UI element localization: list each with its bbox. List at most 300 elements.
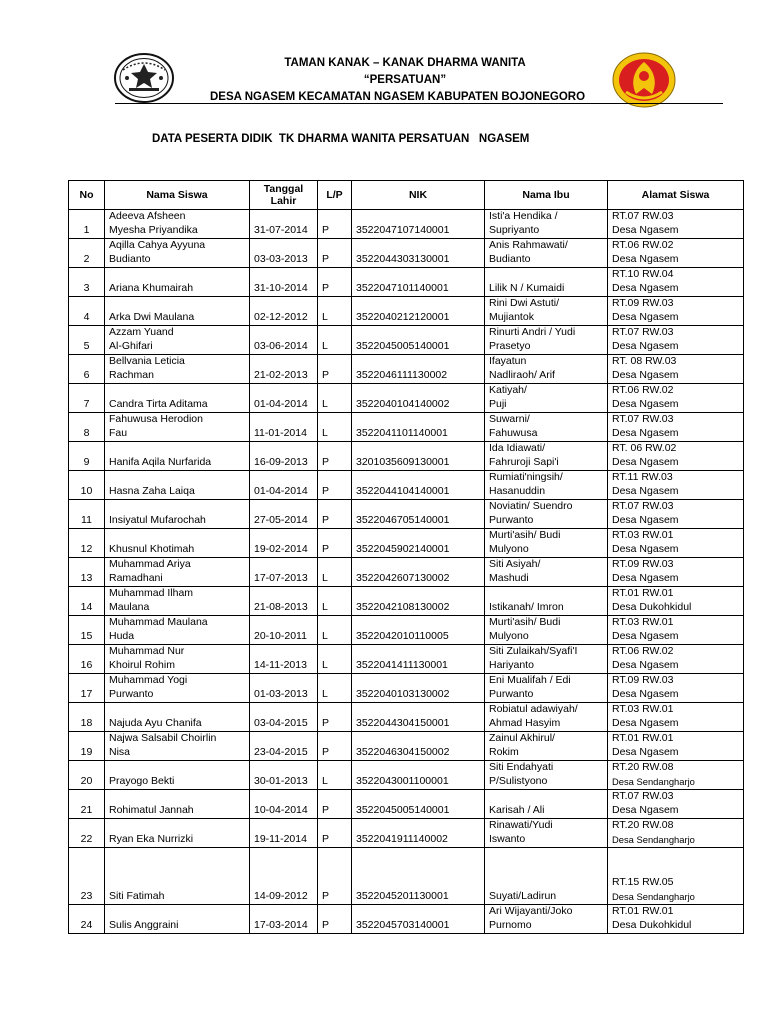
cell-nama-siswa xyxy=(105,761,250,790)
cell-nik: 3201035609130001 xyxy=(352,442,485,471)
cell-tanggal-lahir: 01-03-2013 xyxy=(250,674,318,703)
cell-no: 15 xyxy=(69,616,105,645)
cell-nama-siswa-line: Maulana xyxy=(109,600,150,613)
cell-nama-ibu xyxy=(485,848,608,905)
cell-alamat-siswa-line: Desa Ngasem xyxy=(612,455,679,468)
table-row xyxy=(69,297,744,326)
cell-nama-ibu-line: Istikanah/ Imron xyxy=(489,600,564,613)
cell-tanggal-lahir: 19-02-2014 xyxy=(250,529,318,558)
cell-tanggal-lahir: 21-02-2013 xyxy=(250,355,318,384)
table-row xyxy=(69,355,744,384)
cell-nama-siswa-line: Hasna Zaha Laiqa xyxy=(109,484,195,497)
cell-alamat-siswa-line: RT.09 RW.03 xyxy=(612,297,674,309)
cell-nama-siswa-line: Khusnul Khotimah xyxy=(109,542,195,555)
cell-alamat-siswa-line: Desa Ngasem xyxy=(612,281,679,294)
cell-nama-ibu xyxy=(485,645,608,674)
cell-alamat-siswa-line: Desa Ngasem xyxy=(612,716,679,729)
cell-nik: 3522043001100001 xyxy=(352,761,485,790)
cell-nama-siswa-line: Candra Tirta Aditama xyxy=(109,397,208,410)
cell-alamat-siswa-line: RT.03 RW.01 xyxy=(612,703,674,715)
cell-no: 12 xyxy=(69,529,105,558)
cell-alamat-siswa-line: RT.09 RW.03 xyxy=(612,558,674,570)
cell-no: 13 xyxy=(69,558,105,587)
cell-nik: 3522040212120001 xyxy=(352,297,485,326)
cell-nama-ibu-line: Siti Asiyah/ xyxy=(489,558,541,570)
cell-nama-siswa-line: Fau xyxy=(109,426,128,439)
cell-nama-ibu xyxy=(485,703,608,732)
cell-nik: 3522044104140001 xyxy=(352,471,485,500)
cell-alamat-siswa xyxy=(608,819,744,848)
cell-alamat-siswa xyxy=(608,529,744,558)
cell-lp: P xyxy=(318,703,352,732)
cell-alamat-siswa-line: Desa Ngasem xyxy=(612,426,679,439)
cell-nik: 3522041411130001 xyxy=(352,645,485,674)
cell-alamat-siswa-line: Desa Ngasem xyxy=(612,542,679,555)
cell-nama-siswa-line: Muhammad Ariya xyxy=(109,558,191,570)
cell-tanggal-lahir: 14-09-2012 xyxy=(250,848,318,905)
cell-no: 14 xyxy=(69,587,105,616)
cell-lp: P xyxy=(318,819,352,848)
table-body xyxy=(69,210,744,934)
cell-lp: L xyxy=(318,587,352,616)
cell-nik: 3522042108130002 xyxy=(352,587,485,616)
dharma-wanita-emblem-icon xyxy=(612,52,676,108)
cell-alamat-siswa xyxy=(608,210,744,239)
cell-nama-siswa xyxy=(105,703,250,732)
cell-nama-ibu xyxy=(485,210,608,239)
table-row xyxy=(69,413,744,442)
cell-tanggal-lahir: 03-03-2013 xyxy=(250,239,318,268)
cell-nama-siswa-line: Insiyatul Mufarochah xyxy=(109,513,206,526)
cell-nama-siswa xyxy=(105,674,250,703)
cell-nama-siswa-line: Ramadhani xyxy=(109,571,163,584)
cell-nama-siswa-line: Azzam Yuand xyxy=(109,326,174,338)
cell-nama-ibu-line: Nadliraoh/ Arif xyxy=(489,368,555,381)
cell-tanggal-lahir: 19-11-2014 xyxy=(250,819,318,848)
cell-nik: 3522045902140001 xyxy=(352,529,485,558)
cell-alamat-siswa-line: Desa Ngasem xyxy=(612,629,679,642)
cell-alamat-siswa-line: RT. 08 RW.03 xyxy=(612,355,677,367)
cell-alamat-siswa-line: RT.10 RW.04 xyxy=(612,268,674,280)
header-rule xyxy=(115,103,723,104)
cell-nik: 3522041101140001 xyxy=(352,413,485,442)
header-nama-siswa: Nama Siswa xyxy=(105,181,250,210)
cell-nik: 3522046705140001 xyxy=(352,500,485,529)
cell-tanggal-lahir: 31-07-2014 xyxy=(250,210,318,239)
cell-no: 24 xyxy=(69,905,105,934)
header-nik: NIK xyxy=(352,181,485,210)
cell-no: 10 xyxy=(69,471,105,500)
cell-nama-siswa xyxy=(105,616,250,645)
cell-lp: P xyxy=(318,471,352,500)
cell-nama-ibu xyxy=(485,732,608,761)
table-row xyxy=(69,732,744,761)
school-name: TAMAN KANAK – KANAK DHARMA WANITA xyxy=(284,57,526,69)
cell-no: 1 xyxy=(69,210,105,239)
cell-tanggal-lahir: 10-04-2014 xyxy=(250,790,318,819)
cell-tanggal-lahir: 21-08-2013 xyxy=(250,587,318,616)
cell-nama-siswa xyxy=(105,587,250,616)
cell-alamat-siswa-line: Desa Ngasem xyxy=(612,803,679,816)
cell-nama-ibu-line: Mulyono xyxy=(489,542,529,555)
table-row xyxy=(69,471,744,500)
cell-nik: 3522044303130001 xyxy=(352,239,485,268)
cell-nama-ibu-line: Fahruroji Sapi'i xyxy=(489,455,559,468)
cell-nama-siswa xyxy=(105,384,250,413)
seal-emblem-icon xyxy=(113,52,175,104)
cell-nama-siswa-line: Purwanto xyxy=(109,687,154,700)
cell-nik: 3522040103130002 xyxy=(352,674,485,703)
table-row xyxy=(69,587,744,616)
cell-nama-ibu-line: Ari Wijayanti/Joko xyxy=(489,905,573,917)
cell-nama-siswa-line: Fahuwusa Herodion xyxy=(109,413,203,425)
cell-alamat-siswa-line: Desa Ngasem xyxy=(612,571,679,584)
cell-alamat-siswa-line: Desa Dukohkidul xyxy=(612,918,692,931)
cell-nik: 3522040104140002 xyxy=(352,384,485,413)
cell-alamat-siswa xyxy=(608,384,744,413)
cell-nik: 3522045005140001 xyxy=(352,790,485,819)
cell-no: 19 xyxy=(69,732,105,761)
cell-nik: 3522042607130002 xyxy=(352,558,485,587)
cell-nama-siswa-line: Aqilla Cahya Ayyuna xyxy=(109,239,206,251)
cell-lp: P xyxy=(318,210,352,239)
cell-alamat-siswa-line: RT.20 RW.08 xyxy=(612,819,674,831)
cell-no: 7 xyxy=(69,384,105,413)
cell-nama-siswa-line: Ryan Eka Nurrizki xyxy=(109,832,194,845)
cell-alamat-siswa xyxy=(608,905,744,934)
cell-nama-ibu xyxy=(485,790,608,819)
cell-nama-ibu-line: Siti Endahyati xyxy=(489,761,554,773)
cell-lp: L xyxy=(318,558,352,587)
table-row xyxy=(69,616,744,645)
cell-nama-ibu xyxy=(485,500,608,529)
cell-nama-ibu xyxy=(485,471,608,500)
cell-no: 22 xyxy=(69,819,105,848)
cell-alamat-siswa-line: RT.20 RW.08 xyxy=(612,761,674,773)
cell-nama-ibu xyxy=(485,239,608,268)
cell-nama-ibu-line: Murti'asih/ Budi xyxy=(489,529,561,541)
cell-tanggal-lahir: 03-06-2014 xyxy=(250,326,318,355)
cell-no: 8 xyxy=(69,413,105,442)
cell-alamat-siswa-line: RT.01 RW.01 xyxy=(612,905,674,917)
cell-alamat-siswa-line: RT.06 RW.02 xyxy=(612,239,674,251)
student-table xyxy=(68,180,744,934)
cell-alamat-siswa xyxy=(608,442,744,471)
cell-alamat-siswa xyxy=(608,239,744,268)
cell-no: 2 xyxy=(69,239,105,268)
cell-alamat-siswa-line: Desa Sendangharjo xyxy=(612,833,695,845)
cell-alamat-siswa xyxy=(608,500,744,529)
cell-nama-siswa-line: Najwa Salsabil Choirlin xyxy=(109,732,217,744)
cell-tanggal-lahir: 20-10-2011 xyxy=(250,616,318,645)
cell-alamat-siswa xyxy=(608,616,744,645)
cell-alamat-siswa-line: Desa Ngasem xyxy=(612,339,679,352)
cell-nik: 3522045703140001 xyxy=(352,905,485,934)
cell-nama-ibu-line: Puji xyxy=(489,397,507,410)
cell-nama-siswa xyxy=(105,732,250,761)
school-subtitle: “PERSATUAN” xyxy=(363,74,447,86)
cell-nik: 3522044304150001 xyxy=(352,703,485,732)
header-tanggal-lahir: Tanggal Lahir xyxy=(250,181,318,210)
cell-nama-ibu-line: Rokim xyxy=(489,745,519,758)
cell-tanggal-lahir: 02-12-2012 xyxy=(250,297,318,326)
cell-nama-ibu-line: Suyati/Ladirun xyxy=(489,889,557,902)
cell-nama-ibu-line: Suwarni/ xyxy=(489,413,530,425)
header-no: No xyxy=(69,181,105,210)
cell-alamat-siswa-line: RT.06 RW.02 xyxy=(612,645,674,657)
cell-nama-ibu xyxy=(485,384,608,413)
cell-nama-ibu-line: Purwanto xyxy=(489,513,534,526)
cell-no: 11 xyxy=(69,500,105,529)
cell-nama-ibu-line: Mulyono xyxy=(489,629,529,642)
cell-nik: 3522041911140002 xyxy=(352,819,485,848)
cell-nama-siswa-line: Budianto xyxy=(109,252,151,265)
cell-tanggal-lahir: 31-10-2014 xyxy=(250,268,318,297)
cell-nama-siswa-line: Huda xyxy=(109,629,135,642)
cell-lp: L xyxy=(318,645,352,674)
cell-no: 20 xyxy=(69,761,105,790)
document-title: DATA PESERTA DIDIK TK DHARMA WANITA PERSATUAN NGASEM xyxy=(152,133,530,145)
cell-nama-siswa-line: Khoirul Rohim xyxy=(109,658,175,671)
cell-lp: P xyxy=(318,732,352,761)
cell-nik: 3522042010110005 xyxy=(352,616,485,645)
cell-lp: P xyxy=(318,500,352,529)
cell-alamat-siswa-line: RT.06 RW.02 xyxy=(612,384,674,396)
cell-tanggal-lahir: 16-09-2013 xyxy=(250,442,318,471)
table-row xyxy=(69,558,744,587)
cell-nama-ibu-line: Murti'asih/ Budi xyxy=(489,616,561,628)
cell-no: 21 xyxy=(69,790,105,819)
cell-nama-ibu xyxy=(485,761,608,790)
cell-nama-siswa-line: Muhammad Ilham xyxy=(109,587,194,599)
cell-alamat-siswa-line: RT.07 RW.03 xyxy=(612,500,674,512)
cell-nama-siswa-line: Muhammad Nur xyxy=(109,645,185,657)
cell-alamat-siswa-line: Desa Ngasem xyxy=(612,513,679,526)
table-row xyxy=(69,790,744,819)
cell-nama-siswa-line: Rachman xyxy=(109,368,154,381)
cell-nama-siswa xyxy=(105,848,250,905)
cell-tanggal-lahir: 11-01-2014 xyxy=(250,413,318,442)
cell-alamat-siswa-line: Desa Ngasem xyxy=(612,252,679,265)
cell-lp: P xyxy=(318,848,352,905)
cell-nama-ibu xyxy=(485,819,608,848)
cell-alamat-siswa-line: Desa Ngasem xyxy=(612,223,679,236)
cell-nama-siswa-line: Ariana Khumairah xyxy=(109,281,194,294)
cell-nama-ibu-line: Rinawati/Yudi xyxy=(489,819,553,831)
table-row xyxy=(69,210,744,239)
cell-lp: P xyxy=(318,355,352,384)
cell-nama-siswa-line: Rohimatul Jannah xyxy=(109,803,194,816)
cell-nama-siswa xyxy=(105,500,250,529)
cell-nama-siswa xyxy=(105,210,250,239)
cell-nama-siswa xyxy=(105,413,250,442)
cell-no: 4 xyxy=(69,297,105,326)
cell-nama-siswa xyxy=(105,239,250,268)
cell-lp: P xyxy=(318,905,352,934)
cell-lp: L xyxy=(318,761,352,790)
cell-nama-ibu-line: Prasetyo xyxy=(489,339,531,352)
cell-nik: 3522046304150002 xyxy=(352,732,485,761)
cell-nama-ibu-line: Iswanto xyxy=(489,832,526,845)
cell-alamat-siswa xyxy=(608,297,744,326)
cell-tanggal-lahir: 23-04-2015 xyxy=(250,732,318,761)
cell-nama-ibu-line: Noviatin/ Suendro xyxy=(489,500,573,512)
cell-nama-ibu xyxy=(485,268,608,297)
cell-lp: L xyxy=(318,326,352,355)
cell-lp: P xyxy=(318,529,352,558)
cell-lp: L xyxy=(318,616,352,645)
cell-nama-siswa xyxy=(105,355,250,384)
cell-lp: L xyxy=(318,674,352,703)
table-header-row xyxy=(69,181,744,210)
cell-alamat-siswa-line: RT.07 RW.03 xyxy=(612,210,674,222)
cell-nama-siswa-line: Najuda Ayu Chanifa xyxy=(109,716,202,729)
table-row xyxy=(69,500,744,529)
cell-nama-ibu xyxy=(485,587,608,616)
cell-nama-ibu-line: Rinurti Andri / Yudi xyxy=(489,326,576,338)
cell-alamat-siswa xyxy=(608,645,744,674)
cell-nama-siswa-line: Bellvania Leticia xyxy=(109,355,185,367)
cell-nama-ibu xyxy=(485,413,608,442)
table-row xyxy=(69,529,744,558)
cell-no: 9 xyxy=(69,442,105,471)
cell-alamat-siswa-line: Desa Ngasem xyxy=(612,310,679,323)
cell-nama-ibu-line: Siti Zulaikah/Syafi'I xyxy=(489,645,578,657)
cell-tanggal-lahir: 17-03-2014 xyxy=(250,905,318,934)
table-row xyxy=(69,384,744,413)
cell-nik: 3522046111130002 xyxy=(352,355,485,384)
cell-alamat-siswa xyxy=(608,355,744,384)
cell-nama-siswa xyxy=(105,790,250,819)
header-nama-ibu: Nama Ibu xyxy=(485,181,608,210)
cell-no: 5 xyxy=(69,326,105,355)
cell-nama-ibu xyxy=(485,558,608,587)
cell-nama-ibu-line: Purwanto xyxy=(489,687,534,700)
cell-nama-siswa xyxy=(105,326,250,355)
cell-alamat-siswa-line: RT.03 RW.01 xyxy=(612,529,674,541)
cell-lp: L xyxy=(318,413,352,442)
cell-alamat-siswa-line: RT.03 RW.01 xyxy=(612,616,674,628)
cell-tanggal-lahir: 30-01-2013 xyxy=(250,761,318,790)
cell-nama-ibu-line: Robiatul adawiyah/ xyxy=(489,703,578,715)
cell-alamat-siswa xyxy=(608,674,744,703)
cell-nama-ibu-line: Hasanuddin xyxy=(489,484,546,497)
cell-lp: L xyxy=(318,384,352,413)
cell-nama-ibu xyxy=(485,297,608,326)
cell-no: 17 xyxy=(69,674,105,703)
header-lp: L/P xyxy=(318,181,352,210)
cell-nama-siswa xyxy=(105,529,250,558)
cell-no: 18 xyxy=(69,703,105,732)
cell-nama-ibu-line: Karisah / Ali xyxy=(489,803,545,816)
cell-lp: P xyxy=(318,790,352,819)
table-row xyxy=(69,674,744,703)
cell-no: 3 xyxy=(69,268,105,297)
cell-nik: 3522045005140001 xyxy=(352,326,485,355)
cell-alamat-siswa-line: Desa Ngasem xyxy=(612,397,679,410)
cell-nik: 3522047101140001 xyxy=(352,268,485,297)
cell-nama-ibu xyxy=(485,442,608,471)
table-row xyxy=(69,239,744,268)
cell-nama-ibu-line: Budianto xyxy=(489,252,531,265)
table-row xyxy=(69,819,744,848)
cell-nama-siswa-line: Sulis Anggraini xyxy=(109,918,179,931)
cell-nama-ibu-line: Lilik N / Kumaidi xyxy=(489,281,565,294)
cell-alamat-siswa xyxy=(608,471,744,500)
cell-nama-siswa-line: Prayogo Bekti xyxy=(109,774,175,787)
cell-alamat-siswa-line: RT. 06 RW.02 xyxy=(612,442,677,454)
cell-alamat-siswa xyxy=(608,703,744,732)
cell-alamat-siswa xyxy=(608,848,744,905)
table-row xyxy=(69,703,744,732)
cell-lp: P xyxy=(318,268,352,297)
cell-nama-siswa-line: Myesha Priyandika xyxy=(109,223,198,236)
table-row xyxy=(69,442,744,471)
cell-alamat-siswa-line: Desa Ngasem xyxy=(612,687,679,700)
cell-nama-ibu-line: Purnomo xyxy=(489,918,532,931)
cell-alamat-siswa-line: RT.01 RW.01 xyxy=(612,732,674,744)
cell-nama-ibu-line: Zainul Akhirul/ xyxy=(489,732,555,744)
cell-nama-ibu-line: P/Sulistyono xyxy=(489,774,548,787)
table-row xyxy=(69,268,744,297)
cell-lp: P xyxy=(318,442,352,471)
cell-nama-siswa-line: Hanifa Aqila Nurfarida xyxy=(109,455,212,468)
cell-nama-siswa-line: Muhammad Yogi xyxy=(109,674,188,686)
cell-nama-siswa xyxy=(105,442,250,471)
cell-nama-siswa xyxy=(105,268,250,297)
cell-nama-ibu xyxy=(485,674,608,703)
cell-nama-siswa-line: Siti Fatimah xyxy=(109,889,165,902)
cell-nama-ibu-line: Ahmad Hasyim xyxy=(489,716,561,729)
cell-alamat-siswa-line: RT.01 RW.01 xyxy=(612,587,674,599)
cell-lp: P xyxy=(318,239,352,268)
cell-tanggal-lahir: 03-04-2015 xyxy=(250,703,318,732)
cell-alamat-siswa xyxy=(608,790,744,819)
cell-nama-ibu-line: Eni Mualifah / Edi xyxy=(489,674,571,686)
table-row xyxy=(69,848,744,905)
cell-nama-ibu xyxy=(485,529,608,558)
cell-nama-ibu-line: Ida Idiawati/ xyxy=(489,442,546,454)
cell-lp: L xyxy=(318,297,352,326)
cell-tanggal-lahir: 27-05-2014 xyxy=(250,500,318,529)
cell-alamat-siswa-line: Desa Ngasem xyxy=(612,658,679,671)
cell-alamat-siswa xyxy=(608,326,744,355)
cell-nama-ibu-line: Katiyah/ xyxy=(489,384,527,396)
cell-nama-ibu xyxy=(485,355,608,384)
table-row xyxy=(69,905,744,934)
cell-alamat-siswa-line: RT.15 RW.05 xyxy=(612,876,674,888)
cell-alamat-siswa xyxy=(608,268,744,297)
cell-tanggal-lahir: 14-11-2013 xyxy=(250,645,318,674)
document-header xyxy=(190,55,620,106)
cell-nama-ibu-line: Anis Rahmawati/ xyxy=(489,239,568,251)
cell-nama-ibu-line: Rini Dwi Astuti/ xyxy=(489,297,560,309)
cell-nama-siswa-line: Arka Dwi Maulana xyxy=(109,310,195,323)
cell-alamat-siswa-line: Desa Sendangharjo xyxy=(612,775,695,787)
cell-nama-ibu-line: Hariyanto xyxy=(489,658,534,671)
cell-nama-siswa xyxy=(105,819,250,848)
cell-nik: 3522047107140001 xyxy=(352,210,485,239)
cell-nama-ibu-line: Fahuwusa xyxy=(489,426,538,439)
cell-nama-ibu-line: Mashudi xyxy=(489,571,529,584)
cell-alamat-siswa-line: RT.09 RW.03 xyxy=(612,674,674,686)
table-row xyxy=(69,645,744,674)
cell-tanggal-lahir: 01-04-2014 xyxy=(250,384,318,413)
cell-nama-siswa-line: Muhammad Maulana xyxy=(109,616,208,628)
cell-nama-ibu-line: Ifayatun xyxy=(489,355,527,367)
cell-no: 23 xyxy=(69,848,105,905)
cell-nama-siswa xyxy=(105,297,250,326)
